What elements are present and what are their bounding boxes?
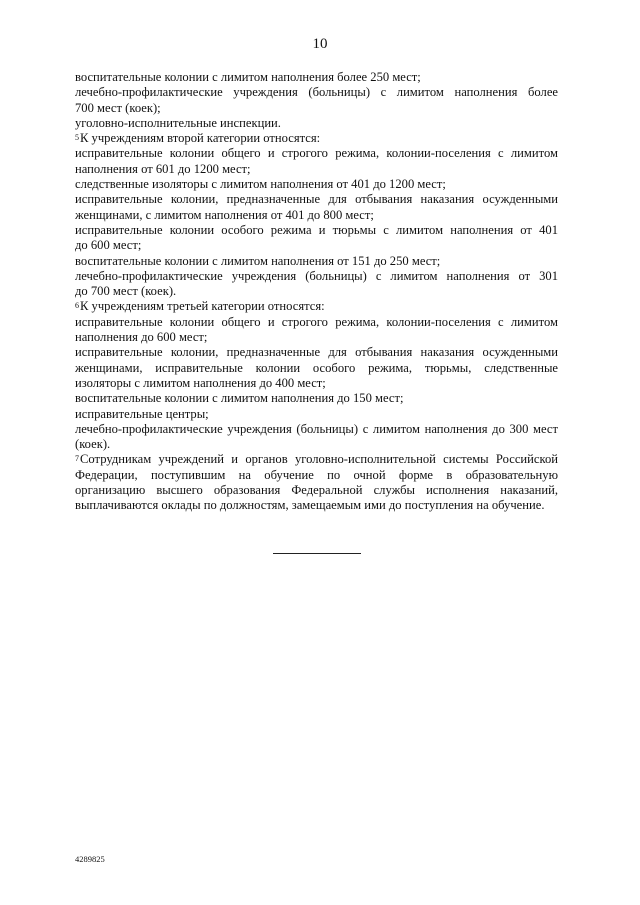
footnote-text-block	[75, 70, 558, 514]
line-text: Федерации, поступившим на обучение по очной форме в образовательную	[75, 467, 558, 482]
line-text: К учреждениям второй категории относятся:	[80, 131, 321, 146]
text-line	[75, 208, 558, 223]
line-text: женщинами, исправительные колонии особого режима, тюрьмы, следственные	[75, 360, 558, 375]
footnote-start-line	[75, 452, 558, 467]
text-line	[75, 192, 558, 207]
text-line	[75, 223, 558, 238]
text-line	[75, 361, 558, 376]
text-line	[75, 330, 558, 345]
end-separator-line	[273, 553, 361, 554]
text-line	[75, 101, 558, 116]
text-line	[75, 70, 558, 85]
document-code: 4289825	[75, 854, 105, 864]
line-text: Сотрудникам учреждений и органов уголовно-исполнительной системы Российской	[80, 452, 558, 467]
footnote-marker: 6	[75, 301, 79, 311]
line-text: до 700 мест (коек).	[75, 284, 177, 299]
footnote-start-line	[75, 299, 558, 314]
text-line	[75, 146, 558, 161]
line-text: 700 мест (коек);	[75, 100, 161, 115]
line-text: выплачиваются оклады по должностям, замещаемым ими до поступления на обучение.	[75, 498, 545, 513]
line-text: наполнения до 600 мест;	[75, 330, 208, 345]
text-line	[75, 437, 558, 452]
text-line	[75, 483, 558, 498]
line-text: исправительные центры;	[75, 406, 209, 421]
line-text: изоляторы с лимитом наполнения до 400 мест;	[75, 375, 326, 390]
line-text: организацию высшего образования Федеральной службы исполнения наказаний,	[75, 483, 558, 498]
line-text: воспитательные колонии с лимитом наполнения от 151 до 250 мест;	[75, 253, 441, 268]
text-line	[75, 391, 558, 406]
text-line	[75, 468, 558, 483]
text-line	[75, 254, 558, 269]
footnote-marker: 7	[75, 454, 79, 464]
line-text: следственные изоляторы с лимитом наполнения от 401 до 1200 мест;	[75, 177, 446, 192]
text-line	[75, 238, 558, 253]
text-line	[75, 162, 558, 177]
line-text: лечебно-профилактические учреждения (больницы) с лимитом наполнения от 301	[75, 268, 558, 283]
line-text: наполнения от 601 до 1200 мест;	[75, 161, 251, 176]
text-line	[75, 376, 558, 391]
text-line	[75, 116, 558, 131]
text-line	[75, 315, 558, 330]
line-text: лечебно-профилактические учреждения (больницы) с лимитом наполнения более	[75, 85, 558, 100]
line-text: исправительные колонии особого режима и тюрьмы с лимитом наполнения от 401	[75, 222, 558, 237]
line-text: К учреждениям третьей категории относятся:	[80, 299, 325, 314]
text-line	[75, 422, 558, 437]
line-text: исправительные колонии, предназначенные для отбывания наказания осужденными	[75, 192, 558, 207]
line-text: до 600 мест;	[75, 238, 142, 253]
footnote-start-line	[75, 131, 558, 146]
line-text: уголовно-исполнительные инспекции.	[75, 115, 281, 130]
line-text: исправительные колонии общего и строгого режима, колонии-поселения с лимитом	[75, 314, 558, 329]
text-line	[75, 407, 558, 422]
line-text: воспитательные колонии с лимитом наполнения более 250 мест;	[75, 70, 421, 84]
line-text: (коек).	[75, 437, 111, 452]
text-line	[75, 284, 558, 299]
line-text: исправительные колонии общего и строгого режима, колонии-поселения с лимитом	[75, 146, 558, 161]
text-line	[75, 177, 558, 192]
line-text: исправительные колонии, предназначенные для отбывания наказания осужденными	[75, 345, 558, 360]
text-line	[75, 85, 558, 100]
footnote-marker: 5	[75, 133, 79, 143]
text-line	[75, 498, 558, 513]
text-line	[75, 269, 558, 284]
line-text: лечебно-профилактические учреждения (больницы) с лимитом наполнения до 300 мест	[75, 421, 558, 436]
line-text: воспитательные колонии с лимитом наполнения до 150 мест;	[75, 391, 404, 406]
line-text: женщинами, с лимитом наполнения от 401 до 800 мест;	[75, 207, 374, 222]
page-number: 10	[312, 36, 328, 52]
text-line	[75, 345, 558, 360]
